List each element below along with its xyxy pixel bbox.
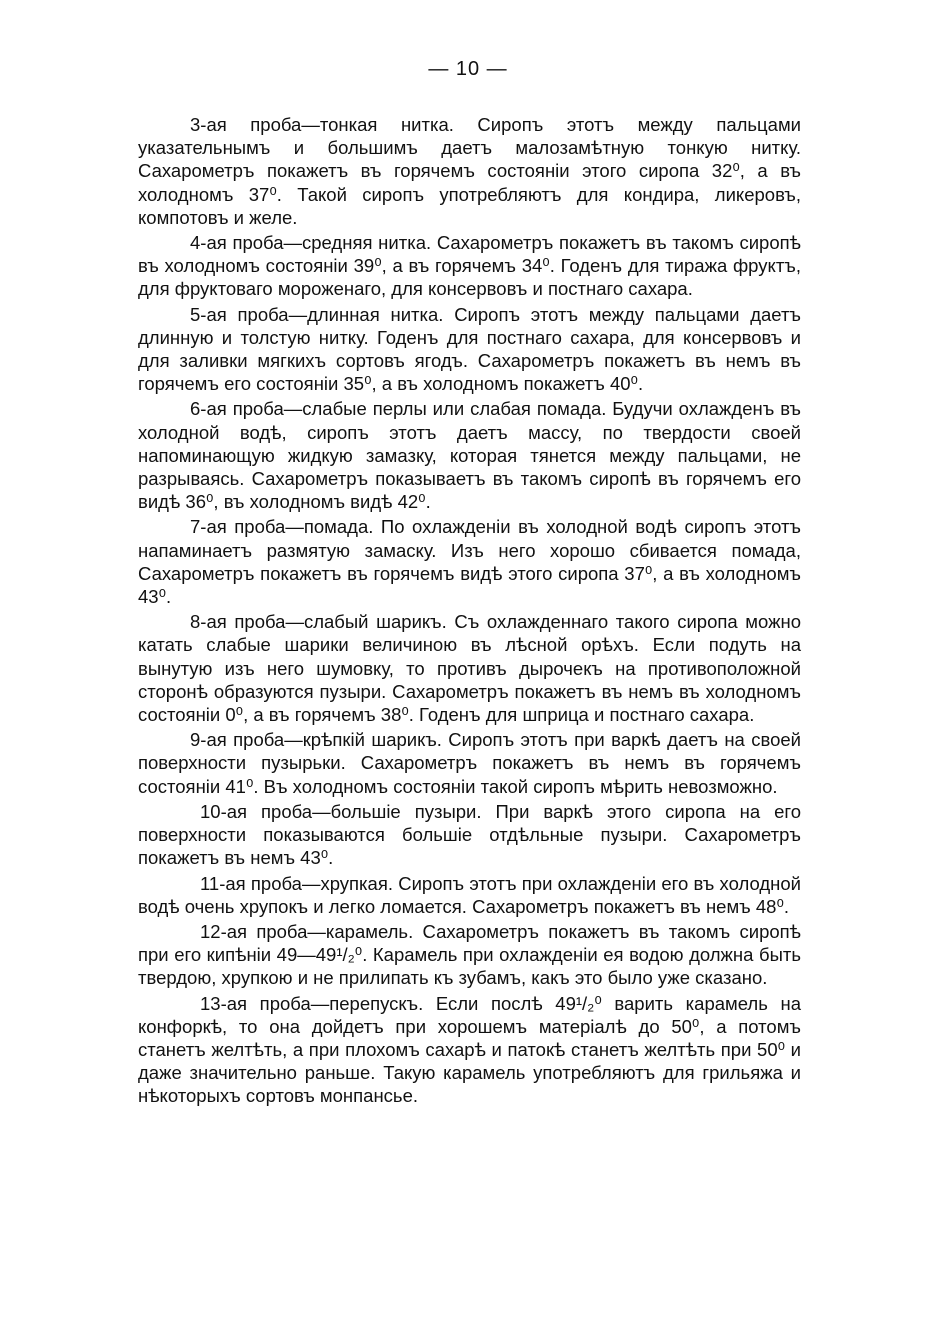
page-body — [138, 113, 801, 1110]
paragraph: 9-ая проба—крѣпкiй шарикъ. Сиропъ этотъ при варкѣ даетъ на своей поверхности пузырьки. Сахарометръ покажетъ въ немъ въ горячемъ состоянiи 41⁰. Въ холодномъ состоянiи такой сиропъ мѣрить невозможно. — [138, 729, 801, 797]
paragraph: 6-ая проба—слабые перлы или слабая помада. Будучи охлажденъ въ холодной водѣ, сиропъ этотъ даетъ массу, по твердости своей напоминающую жидкую замазку, которая тянется между пальцами, не разрываясь. Сахарометръ показываетъ въ такомъ сиропѣ въ горячемъ его видѣ 36⁰, въ холодномъ видѣ 42⁰. — [138, 398, 801, 513]
paragraph: 10-ая проба—большiе пузыри. При варкѣ этого сиропа на его поверхности показываются большiе отдѣльные пузыри. Сахарометръ покажетъ въ немъ 43⁰. — [138, 800, 801, 869]
paragraph: 5-ая проба—длинная нитка. Сиропъ этотъ между пальцами даетъ длинную и толстую нитку. Годенъ для постнаго сахара, для консервовъ и для заливки мягкихъ сортовъ ягодъ. Сахарометръ покажетъ въ немъ въ горячемъ его состоянiи 35⁰, а въ холодномъ покажетъ 40⁰. — [138, 303, 801, 395]
paragraph: 7-ая проба—помада. По охлажденiи въ холодной водѣ сиропъ этотъ напаминаетъ размятую замаску. Изъ него хорошо сбивается помада, Сахарометръ покажетъ въ горячемъ видѣ этого сиропа 37⁰, а въ холодномъ 43⁰. — [138, 516, 801, 608]
paragraph: 11-ая проба—хрупкая. Сиропъ этотъ при охлажденiи его въ холодной водѣ очень хрупокъ и легко ломается. Сахарометръ покажетъ въ немъ 48⁰. — [138, 872, 801, 917]
paragraph: 8-ая проба—слабый шарикъ. Съ охлажденнаго такого сиропа можно катать слабые шарики величиною въ лѣсной орѣхъ. Если подуть на вынутую изъ него шумовку, то противъ дырочекъ на противоположной сторонѣ образуются пузыри. Сахарометръ покажетъ въ немъ въ холодномъ состоянiи 0⁰, а въ горячемъ 38⁰. Годенъ для шприца и постнаго сахара. — [138, 611, 801, 726]
paragraph: 3-ая проба—тонкая нитка. Сиропъ этотъ между пальцами указательнымъ и большимъ даетъ малозамѣтную тонкую нитку. Сахарометръ покажетъ въ горячемъ состоянiи этого сиропа 32⁰, а въ холодномъ 37⁰. Такой сиропъ употребляютъ для кондира, ликеровъ, компотовъ и желе. — [138, 114, 801, 228]
page-number: — 10 — — [428, 58, 508, 80]
paragraph: 12-ая проба—карамель. Сахарометръ покажетъ въ такомъ сиропѣ при его кипѣнiи 49—49¹/₂⁰. Карамель при охлажденiи ея водою должна быть твердою, хрупкою и не прилипать къ зубамъ, какъ это было уже сказано. — [138, 920, 801, 989]
paragraph: 4-ая проба—средняя нитка. Сахарометръ покажетъ въ такомъ сиропѣ въ холодномъ состоянiи 39⁰, а въ горячемъ 34⁰. Годенъ для тиража фруктъ, для фруктоваго мороженаго, для консервовъ и постнаго сахара. — [138, 232, 801, 300]
paragraph: 13-ая проба—перепускъ. Если послѣ 49¹/₂⁰ варить карамель на конфоркѣ, то она дойдетъ при хорошемъ матерiалѣ до 50⁰, а потомъ станетъ желтѣть, а при плохомъ сахарѣ и патокѣ станетъ желтѣть при 50⁰ и даже значительно раньше. Такую карамель употребляютъ для грильяжа и нѣкоторыхъ сортовъ монпансье. — [138, 992, 801, 1107]
